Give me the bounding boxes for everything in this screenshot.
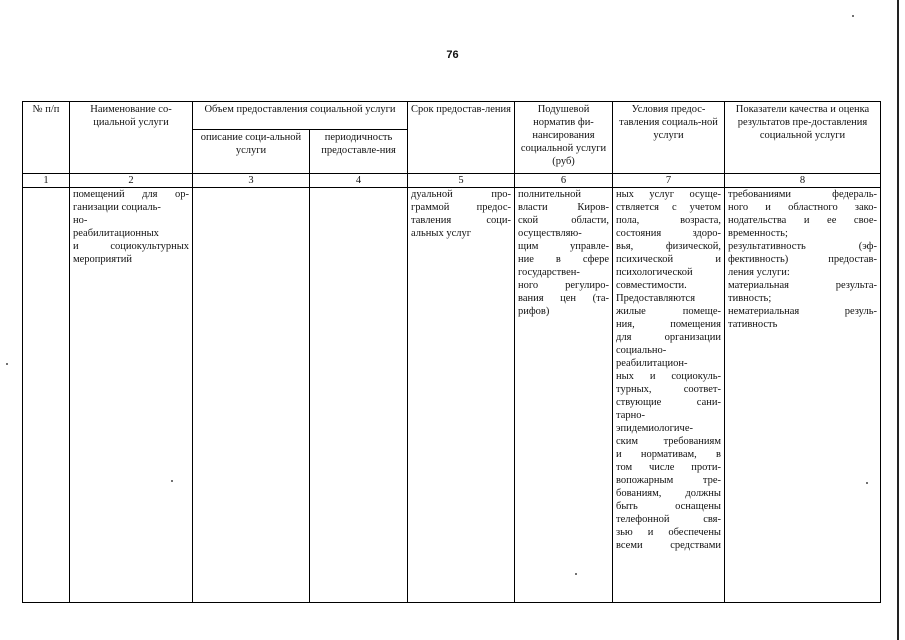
- cell-line: полнительной: [518, 189, 581, 200]
- cell-line: жилые помеще-: [616, 306, 721, 317]
- cell-line: всеми средствами: [616, 540, 721, 551]
- cell-line: альных услуг: [411, 228, 472, 239]
- cell-line: эпидемиологиче-: [616, 423, 693, 434]
- scan-speck: [852, 15, 854, 17]
- cell-line: психической и: [616, 254, 721, 265]
- header-col-4: периодичность предоставле-ния: [310, 130, 408, 174]
- header-col-5: Срок предостав-ления: [408, 102, 515, 174]
- header-col-3: описание соци-альной услуги: [193, 130, 310, 174]
- cell-line: ской области,: [518, 215, 609, 226]
- cell-line: материальная результа-: [728, 280, 877, 291]
- cell-line: ганизации социаль-: [73, 202, 161, 213]
- cell-line: тивность;: [728, 293, 772, 304]
- column-number: 8: [725, 174, 881, 188]
- column-number-row: [23, 174, 881, 188]
- cell-line: результативность (эф-: [728, 241, 877, 252]
- cell-line: том числе проти-: [616, 462, 721, 473]
- cell-line: вопожарным тре-: [616, 475, 721, 486]
- cell-line: ных услуг осуще-: [616, 189, 721, 200]
- scan-speck: [575, 573, 577, 575]
- cell-line: ние в сфере: [518, 254, 609, 265]
- cell-line: государствен-: [518, 267, 580, 278]
- cell-line: вания цен (та-: [518, 293, 609, 304]
- cell-line: зью и обеспечены: [616, 527, 721, 538]
- cell-line: тарно-: [616, 410, 645, 421]
- table-body-row: [23, 188, 881, 603]
- cell-line: граммой предос-: [411, 202, 511, 213]
- page-edge-line: [897, 0, 899, 640]
- cell-line: осуществляю-: [518, 228, 582, 239]
- scan-speck: [171, 480, 173, 482]
- cell-line: социально-: [616, 345, 667, 356]
- header-col-1: № п/п: [23, 102, 70, 174]
- cell-line: требованиями федераль-: [728, 189, 877, 200]
- cell-line: ного регулиро-: [518, 280, 609, 291]
- cell-line: нематериальная резуль-: [728, 306, 877, 317]
- cell-line: ных и социокуль-: [616, 371, 721, 382]
- cell-line: ствляется с учетом: [616, 202, 721, 213]
- header-col-2: Наименование со-циальной услуги: [70, 102, 193, 174]
- cell-line: телефонной свя-: [616, 514, 721, 525]
- cell-line: дуальной про-: [411, 189, 511, 200]
- column-number: 7: [613, 174, 725, 188]
- body-cell-4: [310, 188, 408, 603]
- cell-line: щим управле-: [518, 241, 609, 252]
- header-col-6: Подушевой норматив фи-нансирования социальной услуги (руб): [515, 102, 613, 174]
- cell-line: бованиям, должны: [616, 488, 721, 499]
- body-cell-3: [193, 188, 310, 603]
- cell-line: временность;: [728, 228, 788, 239]
- services-table: [22, 101, 881, 603]
- cell-line: Предоставляются: [616, 293, 696, 304]
- scan-speck: [6, 363, 8, 365]
- cell-line: тавления соци-: [411, 215, 511, 226]
- cell-line: ствующие сани-: [616, 397, 721, 408]
- cell-line: совместимости.: [616, 280, 687, 291]
- body-cell-6: [515, 188, 613, 603]
- cell-line: тативность: [728, 319, 778, 330]
- cell-line: мероприятий: [73, 254, 132, 265]
- cell-line: ским требованиям: [616, 436, 721, 447]
- cell-line: состояния здоро-: [616, 228, 721, 239]
- cell-line: рифов): [518, 306, 550, 317]
- page-number: 76: [446, 49, 459, 61]
- body-cell-8: [725, 188, 881, 603]
- column-number: 4: [310, 174, 408, 188]
- cell-line: но-: [73, 215, 88, 226]
- cell-line: вья, физической,: [616, 241, 721, 252]
- column-number: 5: [408, 174, 515, 188]
- cell-line: быть оснащены: [616, 501, 721, 512]
- column-number: 1: [23, 174, 70, 188]
- cell-line: реабилитацион-: [616, 358, 688, 369]
- scan-speck: [866, 482, 868, 484]
- body-cell-7: [613, 188, 725, 603]
- cell-line: реабилитационных: [73, 228, 159, 239]
- cell-line: для организации: [616, 332, 721, 343]
- body-cell-5: [408, 188, 515, 603]
- body-cell-2: [70, 188, 193, 603]
- cell-line: нодательства и ее свое-: [728, 215, 877, 226]
- header-volume-group: Объем предоставления социальной услуги: [193, 102, 408, 130]
- cell-line: пола, возраста,: [616, 215, 721, 226]
- cell-line: фективность) предостав-: [728, 254, 877, 265]
- cell-line: и нормативам, в: [616, 449, 721, 460]
- column-number: 2: [70, 174, 193, 188]
- column-number: 3: [193, 174, 310, 188]
- cell-line: психологической: [616, 267, 693, 278]
- cell-line: турных, соответ-: [616, 384, 721, 395]
- header-col-7: Условия предос-тавления социаль-ной услуги: [613, 102, 725, 174]
- cell-line: власти Киров-: [518, 202, 609, 213]
- cell-line: ления услуги:: [728, 267, 790, 278]
- body-cell-1: [23, 188, 70, 603]
- header-row: [23, 102, 881, 130]
- header-col-8: Показатели качества и оценка результатов пре-доставления социальной услуги: [725, 102, 881, 174]
- cell-line: ния, помещения: [616, 319, 721, 330]
- cell-line: помещений для ор-: [73, 189, 189, 200]
- cell-line: и социокультурных: [73, 241, 189, 252]
- column-number: 6: [515, 174, 613, 188]
- cell-line: ного и областного зако-: [728, 202, 877, 213]
